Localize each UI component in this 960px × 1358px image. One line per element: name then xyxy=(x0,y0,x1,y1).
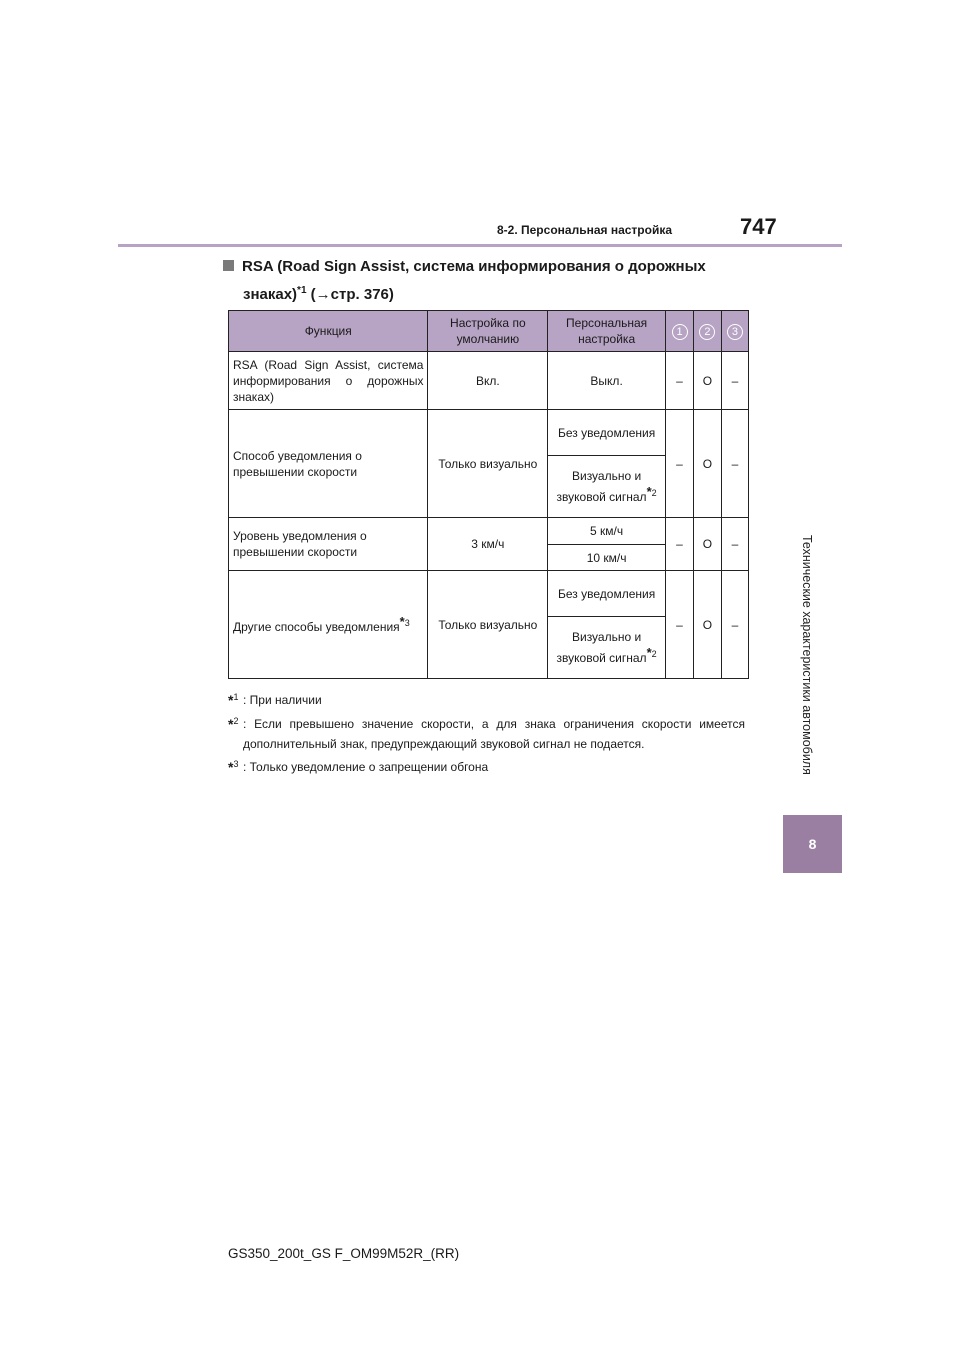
cell-c1: – xyxy=(666,571,694,679)
circled-1-icon: 1 xyxy=(672,324,688,340)
col-header-personal: Персональная настройка xyxy=(548,311,666,352)
cell-c2: O xyxy=(693,571,721,679)
cell-function: Способ уведомления о превышении скорости xyxy=(229,410,428,518)
cell-c2: O xyxy=(693,518,721,571)
cell-c3: – xyxy=(721,410,748,518)
circled-2-icon: 2 xyxy=(699,324,715,340)
cell-c2: O xyxy=(693,352,721,410)
cell-personal: Выкл. xyxy=(548,352,666,410)
header-rule xyxy=(118,244,842,247)
chapter-tab: 8 xyxy=(783,815,842,873)
col-header-1 xyxy=(666,311,694,352)
cell-default: Только визуально xyxy=(428,410,548,518)
footnote-item: *$^1$ : При наличии xyxy=(228,690,745,711)
section-title-footnote-mark: *1 xyxy=(297,285,307,296)
footnote-num: 3 xyxy=(233,759,239,769)
section-title xyxy=(223,255,753,307)
cell-personal-text: Визуально и звуковой сигнал xyxy=(556,630,647,665)
cell-default: 3 км/ч xyxy=(428,518,548,571)
col-header-3 xyxy=(721,311,748,352)
footnotes xyxy=(228,690,745,781)
table-row xyxy=(229,352,749,410)
cell-personal: 10 км/ч xyxy=(548,545,666,571)
settings-table xyxy=(228,310,749,679)
footnote-num: 1 xyxy=(233,692,239,702)
table-header-row xyxy=(229,311,749,352)
cell-function-text: Другие способы уведомления xyxy=(233,620,400,634)
cell-personal: Без уведомления xyxy=(548,410,666,456)
cell-default: Только визуально xyxy=(428,571,548,679)
cell-function xyxy=(229,571,428,679)
cell-c2: O xyxy=(693,410,721,518)
section-title-line1: RSA (Road Sign Assist, система информирования о дорожных xyxy=(242,258,706,275)
section-title-ref: (→стр. 376) xyxy=(310,286,394,303)
footnote-text: : При наличии xyxy=(243,693,322,707)
cell-c1: – xyxy=(666,410,694,518)
header-section-title: 8-2. Персональная настройка xyxy=(497,223,673,237)
cell-c3: – xyxy=(721,352,748,410)
document-footer: GS350_200t_GS F_OM99M52R_(RR) xyxy=(228,1246,460,1261)
cell-default: Вкл. xyxy=(428,352,548,410)
cell-personal: 5 км/ч xyxy=(548,518,666,545)
footnote-ref: *2 xyxy=(646,484,657,499)
col-header-function: Функция xyxy=(229,311,428,352)
cell-personal xyxy=(548,617,666,679)
footnote-ref-num: 3 xyxy=(404,618,410,628)
cell-function: Уровень уведомления о превышении скорости xyxy=(229,518,428,571)
circled-3-icon: 3 xyxy=(727,324,743,340)
cell-personal: Без уведомления xyxy=(548,571,666,617)
section-title-line2: знаках) xyxy=(243,286,298,303)
footnote-text: : Только уведомление о запрещении обгона xyxy=(243,760,489,774)
cell-c1: – xyxy=(666,352,694,410)
cell-function: RSA (Road Sign Assist, система информирования о дорожных знаках) xyxy=(229,352,428,410)
footnote-ref: *3 xyxy=(399,614,410,629)
footnote-ref-num: 2 xyxy=(651,488,657,498)
col-header-default: Настройка по умолчанию xyxy=(428,311,548,352)
footnote-num: 2 xyxy=(233,716,239,726)
cell-c3: – xyxy=(721,571,748,679)
page-number: 747 xyxy=(740,214,777,239)
table-row xyxy=(229,518,749,545)
cell-c3: – xyxy=(721,518,748,571)
table-row xyxy=(229,571,749,617)
footnote-item: *$^3$ : Только уведомление о запрещении обгона xyxy=(228,757,745,778)
footnote-text: : Если превышено значение скорости, а для знака ограничения скорости имеется дополнительный знак, предупреждающий звуковой сигнал не подается. xyxy=(243,717,745,751)
footnote-ref: *2 xyxy=(646,645,657,660)
square-bullet-icon xyxy=(223,260,234,271)
chapter-side-label: Технические характеристики автомобиля xyxy=(800,535,814,775)
footnote-ref-num: 2 xyxy=(651,649,657,659)
table-row xyxy=(229,410,749,456)
col-header-2 xyxy=(693,311,721,352)
cell-personal-text: Визуально и звуковой сигнал xyxy=(556,469,647,504)
cell-c1: – xyxy=(666,518,694,571)
footnote-item: *$^2$ : Если превышено значение скорости, а для знака ограничения скорости имеется дополнительный знак, предупреждающий звуковой сигнал не подается. xyxy=(228,714,745,754)
cell-personal xyxy=(548,456,666,518)
